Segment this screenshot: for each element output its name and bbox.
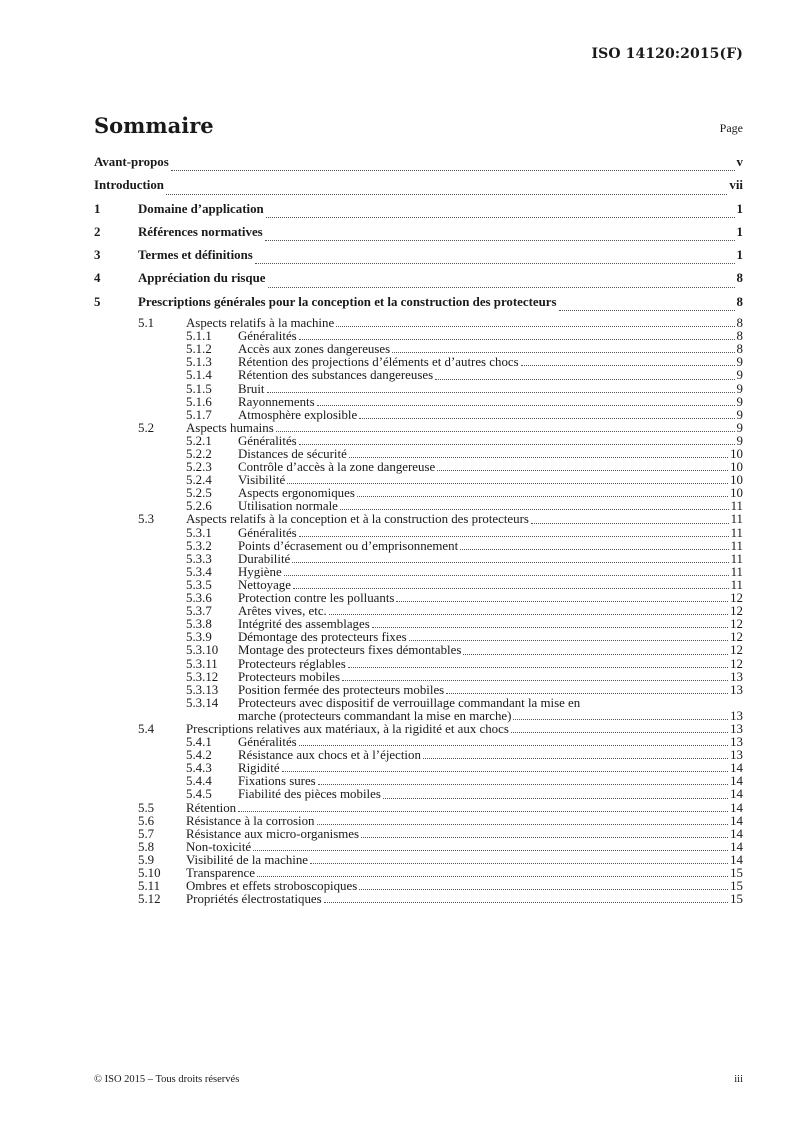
toc-entry-number: 5.3.5 bbox=[186, 577, 212, 592]
toc-dot-leader bbox=[266, 217, 735, 218]
toc-entry-title: Points d’écrasement ou d’emprisonnement bbox=[238, 538, 459, 553]
toc-entry-number: 5 bbox=[94, 294, 101, 309]
toc-dot-leader bbox=[253, 850, 728, 851]
toc-entry-page: 8 bbox=[736, 329, 743, 344]
toc-entry-title: Rétention bbox=[186, 800, 237, 815]
toc-entry[interactable] bbox=[94, 553, 743, 566]
toc-dot-leader bbox=[238, 811, 728, 812]
toc-entry-number: 5.2 bbox=[138, 420, 155, 435]
toc-dot-leader bbox=[409, 640, 729, 641]
toc-entry[interactable] bbox=[94, 174, 743, 197]
toc-entry[interactable] bbox=[94, 841, 743, 854]
toc-entry-title: Aspects relatifs à la machine bbox=[186, 316, 335, 331]
toc-dot-leader bbox=[299, 339, 735, 340]
toc-entry-number: 5.3.4 bbox=[186, 564, 212, 579]
toc-dot-leader bbox=[342, 680, 728, 681]
toc-entry-page: 11 bbox=[730, 512, 743, 527]
toc-entry-number: 5.3.8 bbox=[186, 617, 212, 632]
toc-entry-page: 12 bbox=[730, 591, 743, 606]
toc-entry-title: Généralités bbox=[238, 329, 297, 344]
toc-entry[interactable] bbox=[94, 422, 743, 435]
toc-entry-page: 11 bbox=[730, 525, 743, 540]
toc-dot-leader bbox=[166, 194, 727, 195]
toc-entry-title: Démontage des protecteurs fixes bbox=[238, 630, 407, 645]
toc-entry-page: 8 bbox=[736, 271, 743, 286]
toc-entry-title: Rigidité bbox=[238, 761, 280, 776]
toc-dot-leader bbox=[317, 824, 729, 825]
toc-entry[interactable] bbox=[94, 644, 743, 657]
toc-entry-title: Protecteurs réglables bbox=[238, 656, 346, 671]
toc-entry-page: 11 bbox=[730, 577, 743, 592]
toc-entry-title: Bruit bbox=[238, 381, 265, 396]
toc-entry-page: 13 bbox=[730, 708, 743, 723]
toc-entry-page: 14 bbox=[730, 787, 743, 802]
toc-entry-title: marche (protecteurs commandant la mise en marche) bbox=[238, 708, 512, 723]
toc-entry-number: 5.1.4 bbox=[186, 368, 212, 383]
toc-dot-leader bbox=[396, 601, 728, 602]
toc-entry-page: 13 bbox=[730, 735, 743, 750]
toc-entry-title: Transparence bbox=[186, 866, 255, 881]
toc-entry-number: 5.3.14 bbox=[186, 695, 219, 710]
toc-entry-number: 5.2.4 bbox=[186, 473, 212, 488]
toc-dot-leader bbox=[267, 392, 735, 393]
toc-entry-number: 5.4 bbox=[138, 721, 155, 736]
toc-entry[interactable] bbox=[94, 244, 743, 267]
toc-entry-page: 10 bbox=[730, 473, 743, 488]
toc-entry-number: 5.3.3 bbox=[186, 551, 212, 566]
toc-dot-leader bbox=[348, 667, 728, 668]
toc-entry[interactable] bbox=[94, 221, 743, 244]
toc-entry-page: 14 bbox=[730, 761, 743, 776]
toc-entry-title: Protection contre les polluants bbox=[238, 591, 395, 606]
toc-entry-page: 9 bbox=[736, 407, 743, 422]
toc-dot-leader bbox=[318, 784, 728, 785]
toc-dot-leader bbox=[361, 837, 728, 838]
toc-entry-page: 14 bbox=[730, 852, 743, 867]
toc-dot-leader bbox=[423, 758, 728, 759]
toc-entry-number: 1 bbox=[94, 201, 101, 216]
toc-entry-page: 1 bbox=[736, 224, 743, 239]
toc-entry-title: Montage des protecteurs fixes démontables bbox=[238, 643, 462, 658]
toc-entry-title: Rayonnements bbox=[238, 394, 315, 409]
toc-entry-page: 13 bbox=[730, 669, 743, 684]
toc-entry-number: 5.3.9 bbox=[186, 630, 212, 645]
toc-entry[interactable] bbox=[94, 828, 743, 841]
toc-entry-page: 13 bbox=[730, 682, 743, 697]
toc-entry-page: 12 bbox=[730, 617, 743, 632]
toc-entry-page: 10 bbox=[730, 460, 743, 475]
toc-dot-leader bbox=[310, 863, 728, 864]
toc-entry[interactable] bbox=[94, 788, 743, 801]
toc-entry[interactable] bbox=[94, 566, 743, 579]
toc-entry-title: Arêtes vives, etc. bbox=[238, 604, 327, 619]
toc-entry-number: 5.9 bbox=[138, 852, 155, 867]
toc-dot-leader bbox=[340, 509, 729, 510]
toc-entry-title: Aspects ergonomiques bbox=[238, 486, 355, 501]
toc-dot-leader bbox=[287, 483, 728, 484]
toc-entry-title: Durabilité bbox=[238, 551, 291, 566]
toc-entry[interactable] bbox=[94, 540, 743, 553]
toc-entry-page: vii bbox=[729, 178, 743, 193]
toc-entry-number: 5.2.5 bbox=[186, 486, 212, 501]
toc-dot-leader bbox=[329, 614, 728, 615]
toc-entry-title: Généralités bbox=[238, 525, 297, 540]
toc-dot-leader bbox=[299, 536, 729, 537]
toc-entry-page: 9 bbox=[736, 355, 743, 370]
toc-entry-title: Aspects relatifs à la conception et à la construction des protecteurs bbox=[186, 512, 529, 527]
toc-dot-leader bbox=[513, 719, 728, 720]
toc-dot-leader bbox=[299, 745, 728, 746]
toc-entry-title: Utilisation normale bbox=[238, 499, 338, 514]
toc-entry[interactable] bbox=[94, 697, 743, 710]
toc-entry-number: 4 bbox=[94, 271, 101, 286]
toc-entry-title: Domaine d’application bbox=[138, 201, 264, 216]
toc-dot-leader bbox=[265, 240, 735, 241]
toc-dot-leader bbox=[359, 889, 728, 890]
toc-entry-number: 5.4.1 bbox=[186, 735, 212, 750]
toc-entry-title: Protecteurs avec dispositif de verrouillage commandant la mise en bbox=[238, 695, 581, 710]
toc-entry-page: 11 bbox=[730, 564, 743, 579]
footer-page-number: iii bbox=[734, 1074, 743, 1085]
toc-entry-number: 5.3 bbox=[138, 512, 155, 527]
toc-entry-page: 14 bbox=[730, 774, 743, 789]
toc-entry-page: 14 bbox=[730, 826, 743, 841]
toc-entry-number: 5.8 bbox=[138, 839, 155, 854]
toc-dot-leader bbox=[531, 523, 729, 524]
toc-entry-page: 14 bbox=[730, 800, 743, 815]
toc-entry-number: 5.3.7 bbox=[186, 604, 212, 619]
toc-entry-title: Aspects humains bbox=[186, 420, 274, 435]
toc-entry-page: 15 bbox=[730, 879, 743, 894]
toc-entry-title: Distances de sécurité bbox=[238, 447, 347, 462]
toc-entry-title: Hygiène bbox=[238, 564, 282, 579]
toc-dot-leader bbox=[276, 431, 735, 432]
toc-entry-page: 13 bbox=[730, 748, 743, 763]
toc-dot-leader bbox=[460, 549, 728, 550]
toc-entry-page: 8 bbox=[736, 294, 743, 309]
toc-entry-page: 12 bbox=[730, 643, 743, 658]
toc-entry-page: 1 bbox=[736, 201, 743, 216]
toc-entry-title: Prescriptions relatives aux matériaux, à la rigidité et aux chocs bbox=[186, 721, 509, 736]
toc-dot-leader bbox=[392, 352, 734, 353]
toc-entry[interactable] bbox=[94, 684, 743, 697]
toc-entry-title: Généralités bbox=[238, 433, 297, 448]
toc-dot-leader bbox=[357, 496, 728, 497]
toc-entry-number: 5.3.11 bbox=[186, 656, 218, 671]
toc-dot-leader bbox=[284, 575, 729, 576]
toc-entry-title: Appréciation du risque bbox=[138, 271, 266, 286]
toc-dot-leader bbox=[463, 654, 728, 655]
toc-entry-page: 11 bbox=[730, 538, 743, 553]
toc-entry-title: Prescriptions générales pour la conception et la construction des protecteurs bbox=[138, 294, 557, 309]
toc-dot-leader bbox=[255, 263, 735, 264]
toc-entry-title: Contrôle d’accès à la zone dangereuse bbox=[238, 460, 436, 475]
toc-entry-page: 12 bbox=[730, 604, 743, 619]
document-header-id: ISO 14120:2015(F) bbox=[591, 46, 743, 62]
toc-entry[interactable] bbox=[94, 671, 743, 684]
toc-entry-title: Position fermée des protecteurs mobiles bbox=[238, 682, 445, 697]
toc-entry-title: Visibilité de la machine bbox=[186, 852, 309, 867]
toc-entry[interactable] bbox=[94, 369, 743, 382]
toc-dot-leader bbox=[372, 627, 728, 628]
toc-entry-number: 5.2.2 bbox=[186, 447, 212, 462]
toc-entry-title: Généralités bbox=[238, 735, 297, 750]
toc-entry-number: 2 bbox=[94, 224, 101, 239]
toc-entry-number: 5.3.2 bbox=[186, 538, 212, 553]
toc-entry-page: 10 bbox=[730, 447, 743, 462]
toc-entry-page: 8 bbox=[736, 316, 743, 331]
toc-entry-number: 5.3.10 bbox=[186, 643, 219, 658]
toc-entry-title: Rétention des projections d’éléments et d’autres chocs bbox=[238, 355, 519, 370]
toc-entry-number: 5.3.13 bbox=[186, 682, 219, 697]
toc-entry-page: 11 bbox=[730, 551, 743, 566]
toc-entry-number: 5.2.1 bbox=[186, 433, 212, 448]
toc-entry-title: Résistance à la corrosion bbox=[186, 813, 315, 828]
toc-dot-leader bbox=[521, 365, 735, 366]
toc-dot-leader bbox=[257, 876, 728, 877]
toc-entry-page: 15 bbox=[730, 866, 743, 881]
toc-entry[interactable] bbox=[94, 291, 743, 314]
toc-entry-page: 13 bbox=[730, 721, 743, 736]
toc-title: Sommaire bbox=[94, 113, 214, 138]
toc-entry-number: 5.12 bbox=[138, 892, 161, 907]
toc-entry[interactable] bbox=[94, 513, 743, 526]
toc-entry-number: 5.1.2 bbox=[186, 342, 212, 357]
toc-dot-leader bbox=[324, 902, 728, 903]
toc-entry-number: 5.10 bbox=[138, 866, 161, 881]
toc-entry-number: 5.1.7 bbox=[186, 407, 212, 422]
toc-entry-number: 3 bbox=[94, 248, 101, 263]
toc-entry-number: 5.3.12 bbox=[186, 669, 219, 684]
toc-entry-title: Visibilité bbox=[238, 473, 286, 488]
toc-entry-title: Propriétés électrostatiques bbox=[186, 892, 322, 907]
toc-entry[interactable] bbox=[94, 409, 743, 422]
toc-entry-number: 5.1 bbox=[138, 316, 155, 331]
toc-entry-page: 11 bbox=[730, 499, 743, 514]
toc-entry-number: 5.2.6 bbox=[186, 499, 212, 514]
toc-entry-title: Non-toxicité bbox=[186, 839, 252, 854]
toc-entry[interactable] bbox=[94, 396, 743, 409]
toc-entry-number: 5.6 bbox=[138, 813, 155, 828]
toc-entry-title: Introduction bbox=[94, 178, 164, 193]
toc-entry[interactable] bbox=[94, 815, 743, 828]
toc-entry-page: 9 bbox=[736, 420, 743, 435]
toc-page-column-label: Page bbox=[719, 121, 743, 135]
toc-entry-number: 5.5 bbox=[138, 800, 155, 815]
toc-entry-title: Atmosphère explosible bbox=[238, 407, 358, 422]
toc-entry-number: 5.1.6 bbox=[186, 394, 212, 409]
toc-entry-title: Ombres et effets stroboscopiques bbox=[186, 879, 358, 894]
toc-entry-page: 12 bbox=[730, 656, 743, 671]
toc-entry-page: 9 bbox=[736, 381, 743, 396]
toc-entry-title: Fiabilité des pièces mobiles bbox=[238, 787, 381, 802]
toc-entry[interactable] bbox=[94, 658, 743, 671]
toc-dot-leader bbox=[292, 562, 728, 563]
toc-entry-page: 8 bbox=[736, 342, 743, 357]
toc-dot-leader bbox=[268, 287, 735, 288]
footer-copyright: © ISO 2015 – Tous droits réservés bbox=[94, 1074, 240, 1085]
toc-dot-leader bbox=[435, 379, 734, 380]
toc-entry-page: 1 bbox=[736, 248, 743, 263]
toc-entry-title: Intégrité des assemblages bbox=[238, 617, 370, 632]
toc-entry-number: 5.1.3 bbox=[186, 355, 212, 370]
toc-entry-page: 12 bbox=[730, 630, 743, 645]
toc-entry[interactable] bbox=[94, 383, 743, 396]
toc-entry-page: 9 bbox=[736, 394, 743, 409]
toc-entry[interactable] bbox=[94, 267, 743, 290]
toc-entry-page: 14 bbox=[730, 813, 743, 828]
toc-entry[interactable] bbox=[94, 151, 743, 174]
toc-dot-leader bbox=[299, 444, 735, 445]
toc-dot-leader bbox=[171, 170, 735, 171]
toc-entry-title: Termes et définitions bbox=[138, 248, 253, 263]
toc-entry[interactable] bbox=[94, 527, 743, 540]
toc-entry-page: 10 bbox=[730, 486, 743, 501]
toc-dot-leader bbox=[317, 405, 735, 406]
toc-entry-title: Résistance aux chocs et à l’éjection bbox=[238, 748, 421, 763]
toc-entry[interactable] bbox=[94, 802, 743, 815]
toc-entry-number: 5.3.1 bbox=[186, 525, 212, 540]
toc-entry-page: v bbox=[736, 155, 743, 169]
toc-dot-leader bbox=[349, 457, 728, 458]
toc-entry[interactable] bbox=[94, 893, 743, 906]
toc-entry-title: Résistance aux micro-organismes bbox=[186, 826, 360, 841]
toc-entry-title: Nettoyage bbox=[238, 577, 291, 592]
toc-entry-number: 5.2.3 bbox=[186, 460, 212, 475]
toc-entry-number: 5.4.4 bbox=[186, 774, 212, 789]
toc-entry-number: 5.7 bbox=[138, 826, 155, 841]
toc-dot-leader bbox=[359, 418, 734, 419]
toc-dot-leader bbox=[293, 588, 729, 589]
toc-entry-number: 5.4.3 bbox=[186, 761, 212, 776]
toc-entry-number: 5.1.5 bbox=[186, 381, 212, 396]
toc-entry-number: 5.11 bbox=[138, 879, 161, 894]
toc-entry-title: Rétention des substances dangereuses bbox=[238, 368, 434, 383]
toc-entry-title: Protecteurs mobiles bbox=[238, 669, 341, 684]
toc-dot-leader bbox=[282, 771, 729, 772]
toc-entry-page: 14 bbox=[730, 839, 743, 854]
toc-entry-number: 5.1.1 bbox=[186, 329, 212, 344]
toc-entry-title: Accès aux zones dangereuses bbox=[238, 342, 391, 357]
toc-dot-leader bbox=[336, 326, 734, 327]
toc-entry-title: Fixations sures bbox=[238, 774, 316, 789]
toc-entry-page: 9 bbox=[736, 368, 743, 383]
toc-dot-leader bbox=[446, 693, 728, 694]
toc-entry-number: 5.4.2 bbox=[186, 748, 212, 763]
toc-dot-leader bbox=[437, 470, 728, 471]
toc-entry-number: 5.3.6 bbox=[186, 591, 212, 606]
toc-entry-title: Avant-propos bbox=[94, 155, 169, 169]
toc-entry-page: 15 bbox=[730, 892, 743, 907]
toc-entry-page: 9 bbox=[736, 433, 743, 448]
toc-dot-leader bbox=[383, 798, 728, 799]
table-of-contents bbox=[94, 151, 743, 906]
toc-entry-title: Références normatives bbox=[138, 224, 263, 239]
toc-entry-number: 5.4.5 bbox=[186, 787, 212, 802]
toc-dot-leader bbox=[559, 310, 735, 311]
toc-entry[interactable] bbox=[94, 198, 743, 221]
toc-dot-leader bbox=[511, 732, 728, 733]
